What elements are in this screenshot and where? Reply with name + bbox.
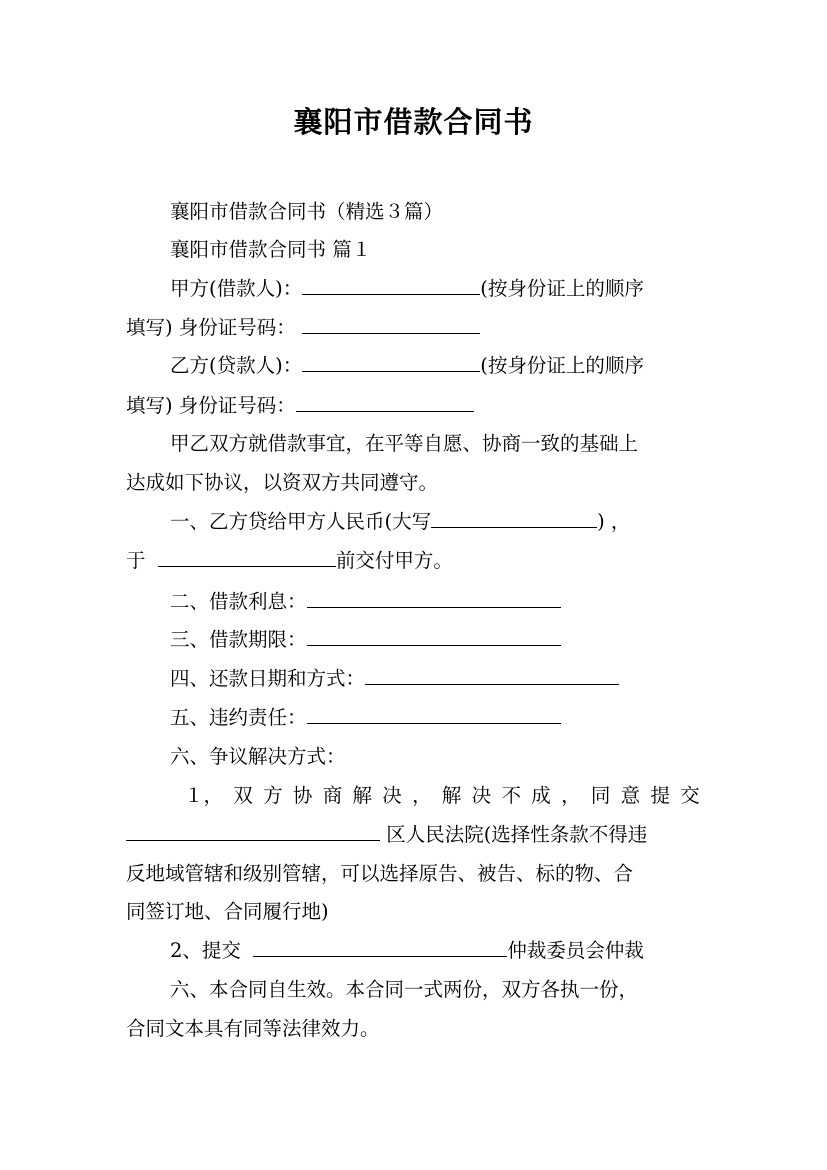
intro-line-2: 达成如下协议，以资双方共同遵守。 — [126, 471, 439, 494]
dispute-1-char: ， — [561, 784, 581, 807]
dispute-1-line-3: 反地域管辖和级别管辖，可以选择原告、被告、标的物、合 — [126, 862, 634, 885]
dispute-1-char: 方 — [263, 784, 283, 807]
dispute-1-char: 决 — [382, 784, 402, 807]
party-b-id-blank[interactable] — [296, 394, 474, 412]
item-5-label: 五、违约责任： — [170, 706, 307, 729]
dispute-1-char: 同 — [590, 784, 611, 807]
item-2-label: 二、借款利息： — [170, 590, 307, 613]
party-a-line — [170, 277, 644, 301]
dispute-1-char: 商 — [322, 784, 343, 807]
party-b-id-label: 填写) 身份证号码： — [126, 394, 296, 417]
intro-line-1: 甲乙双方就借款事宜，在平等自愿、协商一致的基础上 — [170, 432, 639, 455]
party-a-id-label: 填写) 身份证号码： — [126, 316, 296, 339]
party-b-note: (按身份证上的顺序 — [480, 354, 644, 377]
dispute-1-char: 意 — [620, 784, 641, 807]
party-b-id-line — [126, 394, 474, 418]
court-blank[interactable] — [126, 823, 380, 841]
subtitle: 襄阳市借款合同书（精选３篇） — [170, 200, 444, 223]
party-b-name-blank[interactable] — [302, 354, 480, 372]
final-line-1: 六、本合同自生效。本合同一式两份，双方各执一份， — [170, 978, 639, 1001]
liability-blank[interactable] — [307, 706, 561, 724]
item-2-line — [170, 590, 561, 614]
document-title: 襄阳市借款合同书 — [293, 105, 534, 139]
party-a-name-blank[interactable] — [302, 277, 480, 295]
item-1-date-line — [126, 549, 453, 573]
item-6-line: 六、争议解决方式： — [170, 745, 346, 768]
dispute-1-char: 不 — [501, 784, 521, 807]
party-a-note: (按身份证上的顺序 — [480, 277, 644, 300]
item-1-date-prefix: 于 — [126, 549, 146, 572]
dispute-2-suffix: 仲裁委员会仲裁 — [507, 939, 644, 962]
dispute-1-char: 交 — [680, 784, 700, 807]
item-1-line — [170, 510, 630, 534]
item-5-line — [170, 706, 561, 730]
dispute-1-line — [184, 784, 700, 808]
dispute-1-char: １， — [184, 784, 224, 807]
party-b-line — [170, 354, 644, 378]
dispute-1-char: 成 — [531, 784, 551, 807]
arbitration-blank[interactable] — [253, 939, 507, 957]
party-a-id-blank[interactable] — [302, 316, 480, 334]
dispute-2-label: 2、提交 — [170, 939, 241, 962]
item-1-label: 一、乙方贷给甲方人民币(大写 — [170, 510, 432, 533]
dispute-1-char: 提 — [650, 784, 670, 807]
party-a-label: 甲方(借款人)： — [170, 277, 303, 300]
dispute-1-char: ， — [412, 784, 432, 807]
item-3-line — [170, 628, 561, 652]
party-b-label: 乙方(贷款人)： — [170, 354, 303, 377]
item-1-date-suffix: 前交付甲方。 — [335, 549, 453, 572]
dispute-1-char: 决 — [471, 784, 492, 807]
chapter-heading: 襄阳市借款合同书 篇１ — [170, 238, 372, 261]
party-a-id-line — [126, 316, 480, 340]
final-line-2: 合同文本具有同等法律效力。 — [126, 1017, 380, 1040]
interest-blank[interactable] — [307, 590, 561, 608]
dispute-1-char: 解 — [441, 784, 462, 807]
item-4-line — [170, 667, 619, 691]
amount-blank[interactable] — [431, 510, 597, 528]
dispute-1-char: 双 — [233, 784, 253, 807]
dispute-1-char: 协 — [292, 784, 313, 807]
term-blank[interactable] — [307, 628, 561, 646]
dispute-1-court-line — [126, 823, 647, 847]
dispute-1-line-4: 同签订地、合同履行地) — [126, 900, 329, 923]
dispute-1-court-text: 区人民法院(选择性条款不得违 — [386, 823, 648, 846]
item-1-close: ) ， — [597, 510, 631, 533]
item-4-label: 四、还款日期和方式： — [170, 667, 366, 690]
dispute-2-line — [170, 939, 644, 963]
repayment-blank[interactable] — [365, 667, 619, 685]
dispute-1-char: 解 — [352, 784, 372, 807]
delivery-date-blank[interactable] — [158, 549, 336, 567]
item-3-label: 三、借款期限： — [170, 628, 307, 651]
